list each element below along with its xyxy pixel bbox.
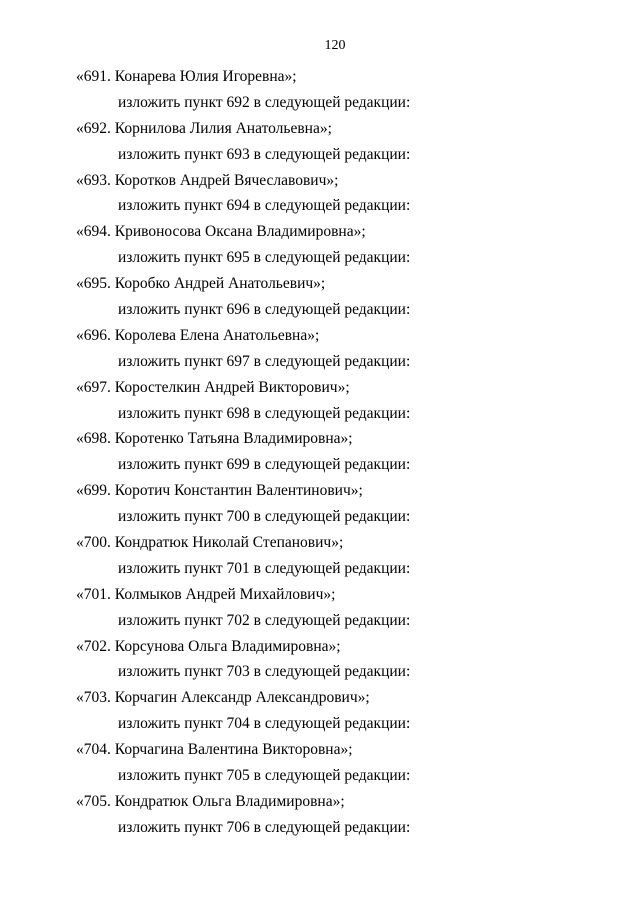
instruction-line: изложить пункт 694 в следующей редакции: [118, 197, 411, 215]
instruction-line: изложить пункт 692 в следующей редакции: [118, 93, 411, 111]
instruction-line: изложить пункт 702 в следующей редакции: [118, 611, 411, 629]
entry-line: «701. Колмыков Андрей Михайлович»; [76, 585, 336, 603]
instruction-line: изложить пункт 698 в следующей редакции: [118, 404, 411, 422]
entry-line: «704. Корчагина Валентина Викторовна»; [76, 741, 353, 759]
instruction-line: изложить пункт 700 в следующей редакции: [118, 508, 411, 526]
instruction-line: изложить пункт 699 в следующей редакции: [118, 456, 411, 474]
entry-line: «693. Коротков Андрей Вячеславович»; [76, 171, 339, 189]
entry-line: «691. Конарева Юлия Игоревна»; [76, 68, 297, 85]
instruction-line: изложить пункт 703 в следующей редакции: [118, 663, 411, 681]
instruction-line: изложить пункт 705 в следующей редакции: [118, 767, 411, 785]
entry-line: «700. Кондратюк Николай Степанович»; [76, 534, 344, 552]
instruction-line: изложить пункт 696 в следующей редакции: [118, 301, 411, 319]
entry-line: «705. Кондратюк Ольга Владимировна»; [76, 792, 345, 810]
instruction-line: изложить пункт 695 в следующей редакции: [118, 249, 411, 267]
document-body [0, 64, 640, 841]
entry-line: «696. Королева Елена Анатольевна»; [76, 326, 320, 344]
entry-line: «695. Коробко Андрей Анатольевич»; [76, 275, 326, 293]
entry-line: «694. Кривоносова Оксана Владимировна»; [76, 223, 366, 241]
entry-line: «692. Корнилова Лилия Анатольевна»; [76, 119, 332, 137]
instruction-line: изложить пункт 706 в следующей редакции: [118, 818, 411, 836]
instruction-line: изложить пункт 697 в следующей редакции: [118, 352, 411, 370]
instruction-line: изложить пункт 693 в следующей редакции: [118, 145, 411, 163]
instruction-line: изложить пункт 704 в следующей редакции: [118, 715, 411, 733]
entry-line: «699. Коротич Константин Валентинович»; [76, 482, 363, 500]
instruction-line: изложить пункт 701 в следующей редакции: [118, 559, 411, 577]
entry-line: «698. Коротенко Татьяна Владимировна»; [76, 430, 353, 448]
page-number: 120 [324, 38, 346, 53]
entry-line: «697. Коростелкин Андрей Викторович»; [76, 378, 350, 396]
entry-line: «702. Корсунова Ольга Владимировна»; [76, 637, 341, 655]
entry-line: «703. Корчагин Александр Александрович»; [76, 689, 370, 707]
